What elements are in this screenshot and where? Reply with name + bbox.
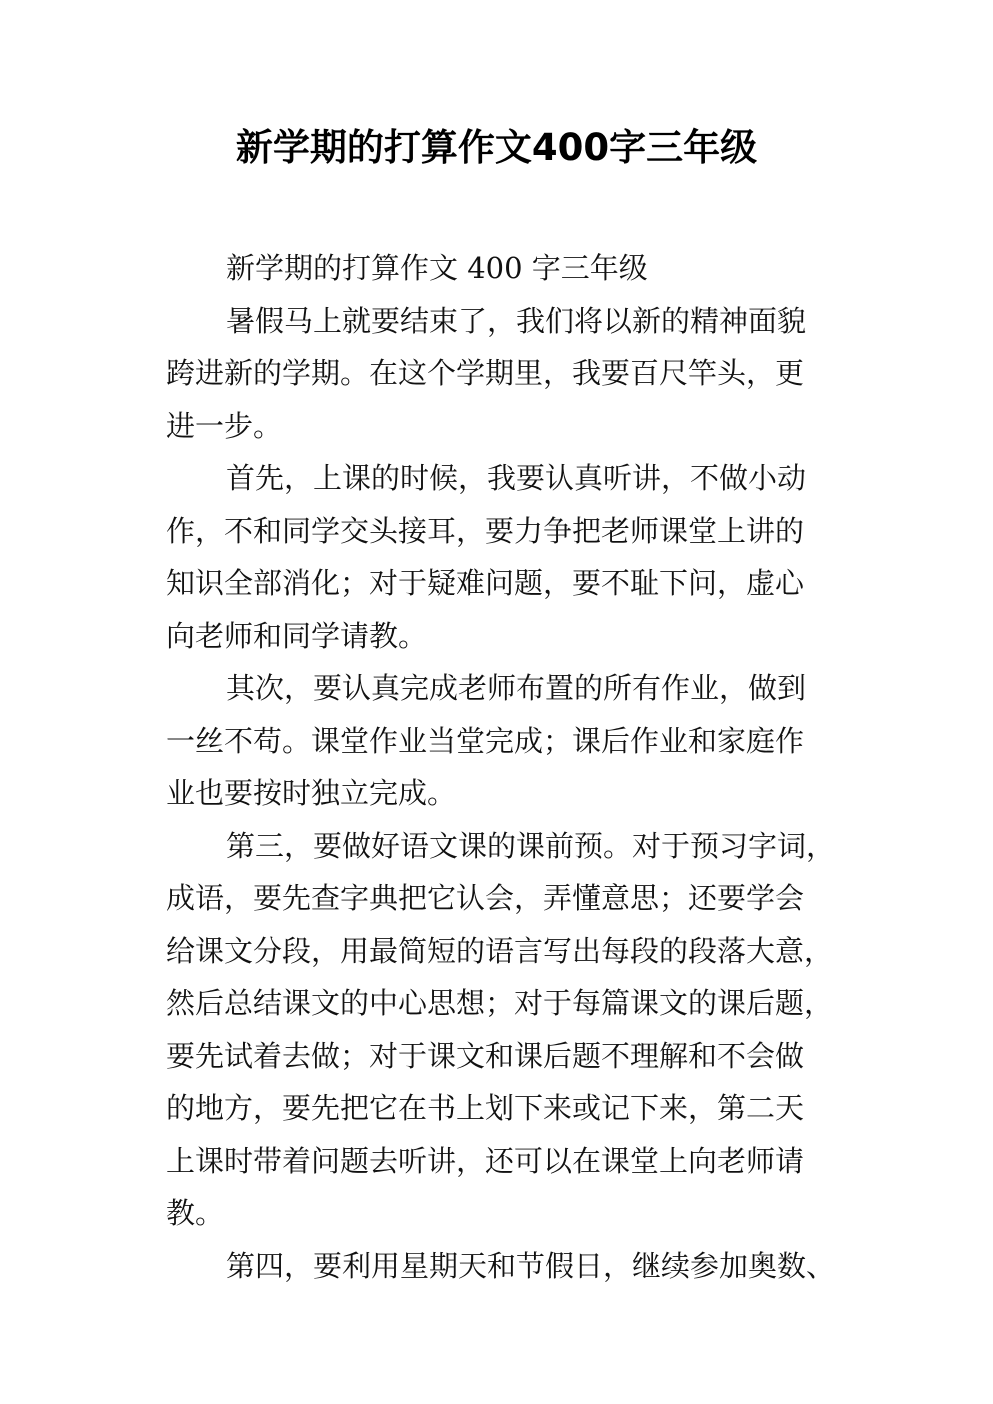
text-line: 第三，要做好语文课的课前预。对于预习字词， (226, 828, 836, 863)
text-line: 首先，上课的时候，我要认真听讲，不做小动 (226, 461, 807, 495)
text-line: 的地方，要先把它在书上划下来或记下来，第二天 (166, 1091, 805, 1125)
text-line: 然后总结课文的中心思想；对于每篇课文的课后题， (166, 986, 834, 1020)
text-line: 新学期的打算作文 400 字三年级 (226, 251, 648, 285)
text-line: 其次，要认真完成老师布置的所有作业，做到 (226, 671, 807, 705)
text-line: 作，不和同学交头接耳，要力争把老师课堂上讲的 (166, 513, 805, 548)
text-line: 上课时带着问题去听讲，还可以在课堂上向老师请 (166, 1143, 805, 1178)
text-line: 要先试着去做；对于课文和课后题不理解和不会做 (166, 1038, 805, 1073)
text-line: 教。 (166, 1196, 225, 1230)
paragraph-intro (166, 295, 836, 453)
paragraph-third (166, 820, 836, 1240)
text-line: 成语，要先查字典把它认会，弄懂意思；还要学会 (166, 881, 805, 915)
text-line: 给课文分段，用最简短的语言写出每段的段落大意， (166, 933, 834, 968)
text-line: 业也要按时独立完成。 (166, 776, 457, 810)
paragraph-fourth (166, 1240, 836, 1293)
document-title: 新学期的打算作文400字三年级 (235, 126, 758, 169)
text-line: 一丝不苟。课堂作业当堂完成；课后作业和家庭作 (166, 723, 805, 758)
text-line: 进一步。 (166, 408, 283, 443)
paragraph-first (166, 452, 836, 662)
text-line: 第四，要利用星期天和节假日，继续参加奥数、 (226, 1248, 836, 1283)
text-line: 跨进新的学期。在这个学期里，我要百尺竿头，更 (166, 356, 805, 390)
text-line: 向老师和同学请教。 (166, 618, 428, 653)
paragraph-second (166, 662, 836, 820)
text-line: 暑假马上就要结束了，我们将以新的精神面貌 (226, 303, 807, 338)
paragraph-subtitle (166, 242, 836, 295)
document-body (166, 242, 836, 1292)
text-line: 知识全部消化；对于疑难问题，要不耻下问，虚心 (166, 566, 805, 600)
